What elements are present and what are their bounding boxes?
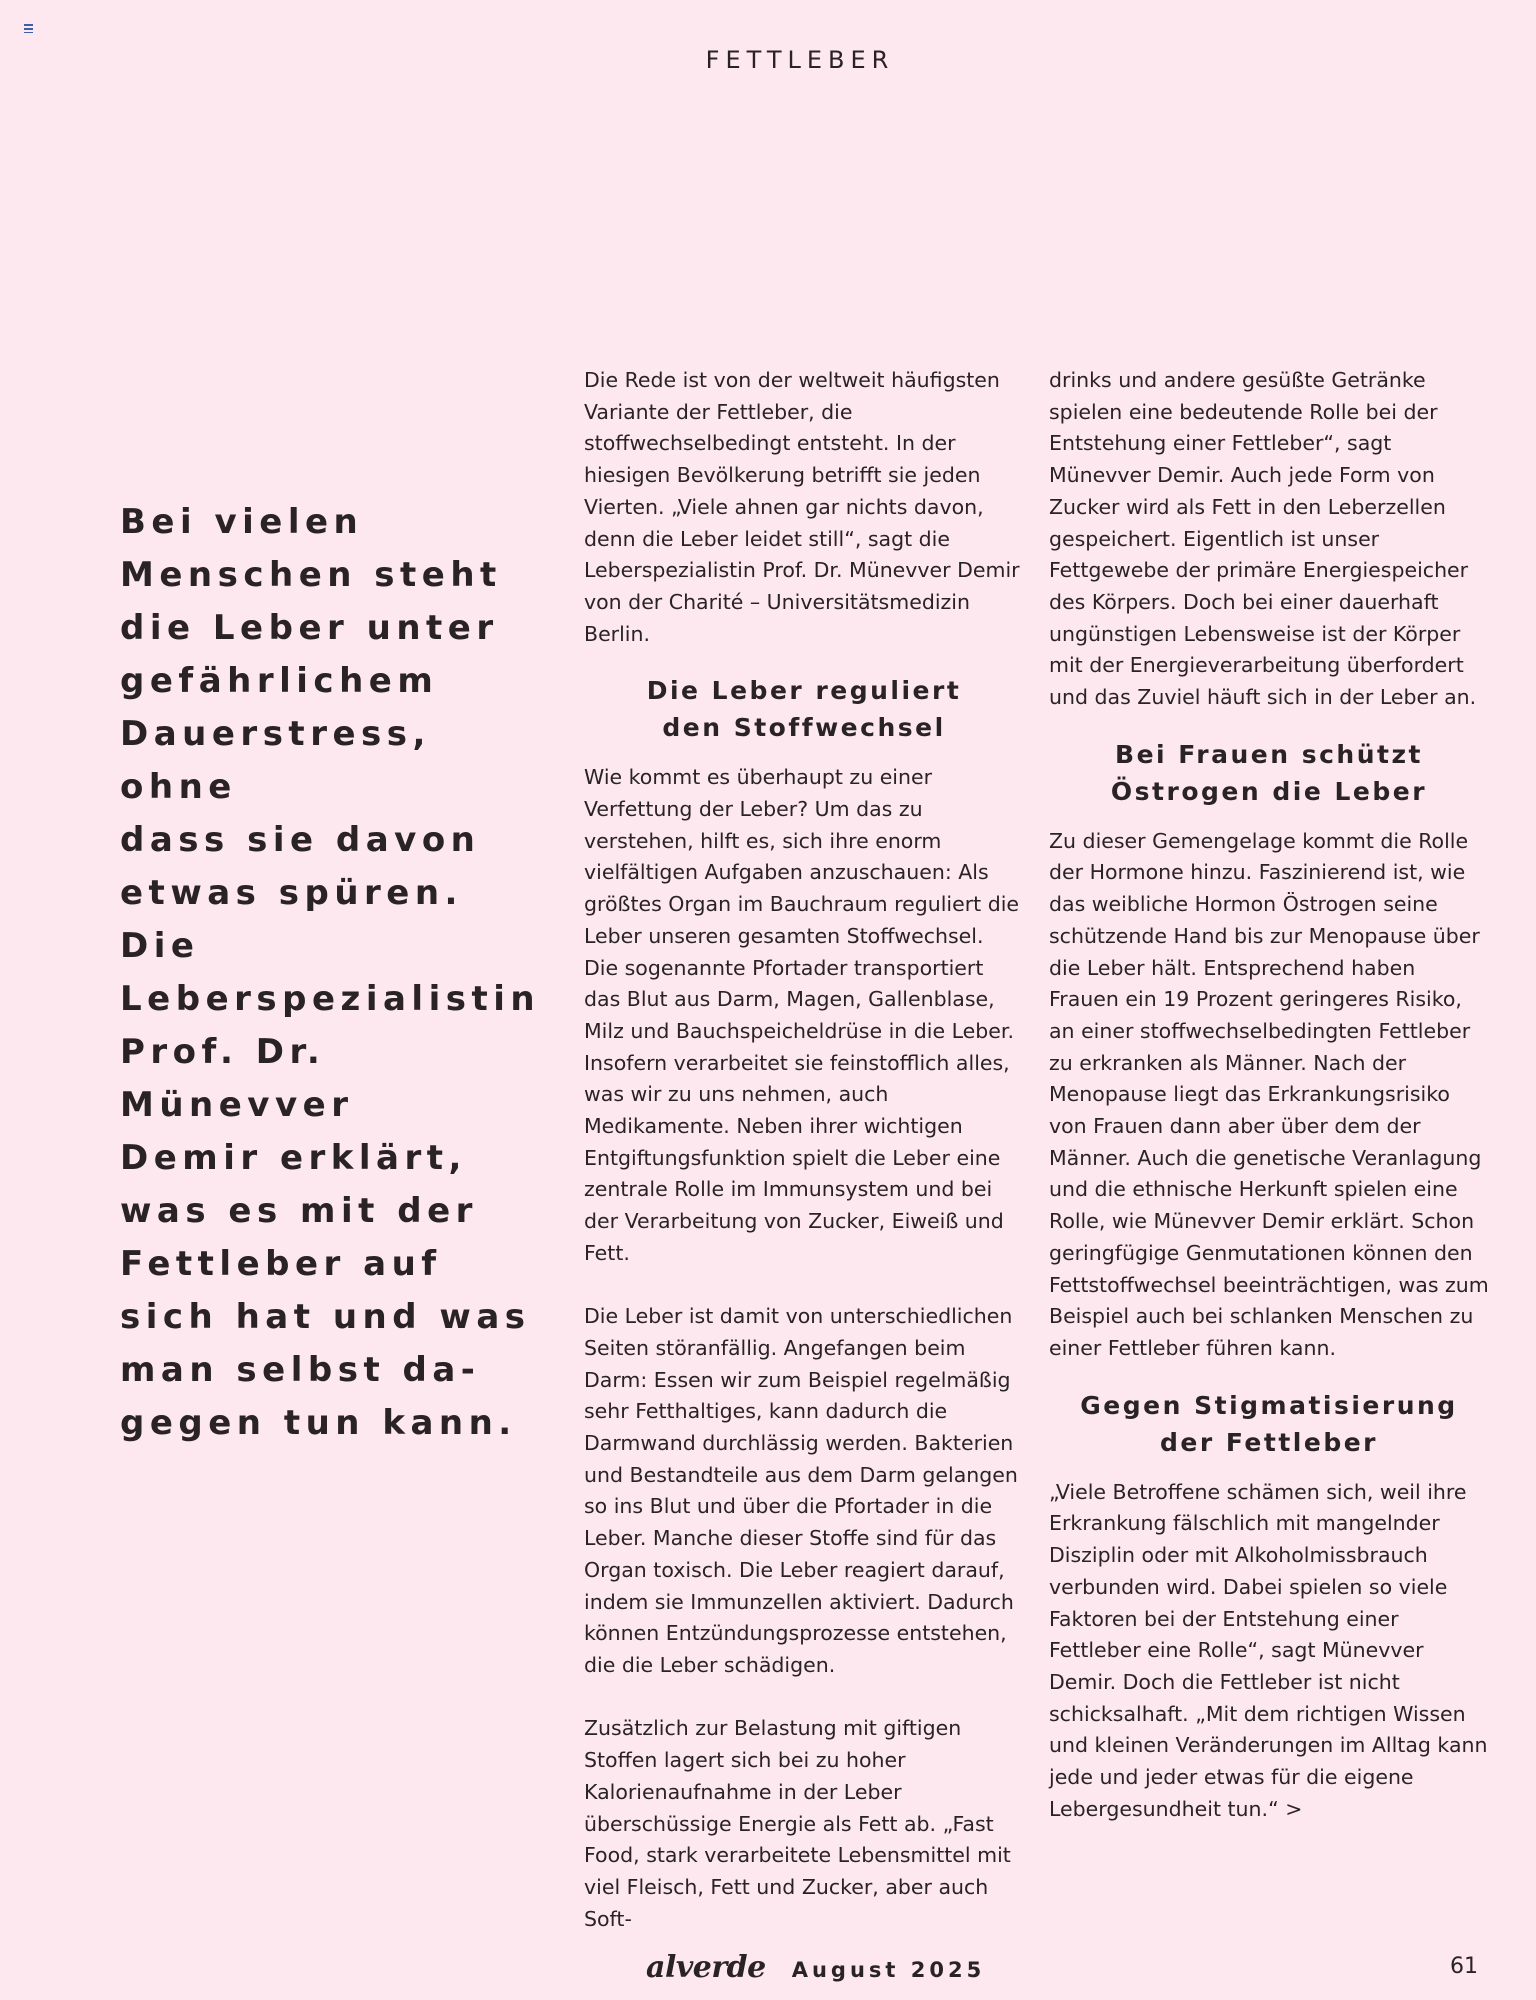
intro-line: sich hat und was — [120, 1297, 531, 1337]
paragraph: drinks und andere gesüßte Getränke spielen eine bedeutende Rolle bei der Entstehung einer Fettleber“, sagt Münevver Demir. Auch jede Form von Zucker wird als Fett in den Leberzellen gespeichert. Eigentlich ist unser Fettgewebe der primäre Energiespeicher des Körpers. Doch bei einer dauerhaft ungünstigen Lebensweise ist der Körper mit der Energieverarbeitung überfordert und das Zuviel häuft sich in der Leber an. — [1049, 368, 1477, 710]
issue-date: August 2025 — [791, 1958, 986, 1982]
subheading-line: der Fettleber — [1159, 1427, 1378, 1457]
article-column-2 — [1049, 365, 1489, 1825]
paragraph: Die Leber ist damit von unterschiedlichen Seiten störanfällig. Angefangen beim Darm: Essen wir zum Beispiel regelmäßig sehr Fetthaltiges, kann dadurch die Darmwand durchlässig werden. Bakterien und Bestandteile aus dem Darm gelangen so ins Blut und über die Pfortader in die Leber. Manche dieser Stoffe sind für das Organ toxisch. Die Leber reagiert darauf, indem sie Immunzellen aktiviert. Dadurch können Entzündungsprozesse entstehen, die die Leber schädigen. — [584, 1304, 1018, 1677]
subheading-estrogen — [1049, 736, 1489, 810]
paragraph: Zusätzlich zur Belastung mit giftigen Stoffen lagert sich bei zu hoher Kalorienaufnahme in der Leber überschüssige Energie als Fett ab. „Fast Food, stark verarbeitete Lebensmittel mit viel Fleisch, Fett und Zucker, aber auch Soft- — [584, 1716, 1011, 1931]
paragraph: „Viele Betroffene schämen sich, weil ihre Erkrankung fälschlich mit mangelnder Disziplin oder mit Alkoholmissbrauch verbunden wird. Dabei spielen so viele Faktoren bei der Entstehung einer Fettleber eine Rolle“, sagt Münevver Demir. Doch die Fettleber ist nicht schicksalhaft. „Mit dem richtigen Wissen und kleinen Veränderungen im Alltag kann jede und jeder etwas für die eigene Lebergesundheit tun.“ > — [1049, 1479, 1488, 1821]
intro-line: etwas spüren. Die — [120, 873, 463, 966]
intro-line: gegen tun kann. — [120, 1403, 517, 1443]
article-column-1 — [584, 365, 1024, 1935]
intro-line: dass sie davon — [120, 820, 481, 860]
intro-line: Leberspezialistin — [120, 979, 541, 1019]
corner-mark — [24, 24, 33, 33]
intro-line: Bei vielen — [120, 502, 364, 542]
intro-line: Prof. Dr. Münevver — [120, 1032, 354, 1125]
subheading-line: Bei Frauen schützt — [1115, 739, 1423, 769]
subheading-line: Östrogen die Leber — [1110, 776, 1428, 806]
intro-line: Dauerstress, ohne — [120, 714, 431, 807]
intro-line: was es mit der — [120, 1191, 478, 1231]
brand-logo: alverde — [646, 1950, 766, 1985]
subheading-line: Die Leber reguliert — [646, 676, 962, 706]
intro-line: man selbst da- — [120, 1350, 481, 1390]
page-number: 61 — [1450, 1954, 1478, 1979]
subheading-line: Gegen Stigmatisierung — [1080, 1390, 1458, 1420]
intro-pullquote — [120, 496, 540, 1450]
intro-line: Menschen steht — [120, 555, 502, 595]
paragraph: Zu dieser Gemengelage kommt die Rolle der Hormone hinzu. Faszinierend ist, wie das weibliche Hormon Östrogen seine schützende Hand bis zur Menopause über die Leber hält. Entsprechend haben Frauen ein 19 Prozent geringeres Risiko, an einer stoffwechselbedingten Fettleber zu erkranken als Männer. Nach der Menopause liegt das Erkrankungsrisiko von Frauen dann aber über dem der Männer. Auch die genetische Veranlagung und die ethnische Herkunft spielen eine Rolle, wie Münevver Demir erklärt. Schon geringfügige Genmutationen können den Fettstoffwechsel beeinträchtigen, was zum Beispiel auch bei schlanken Menschen zu einer Fettleber führen kann. — [1049, 828, 1489, 1360]
intro-line: die Leber unter — [120, 608, 499, 648]
subheading-line: den Stoffwechsel — [662, 713, 946, 743]
page-footer — [646, 1950, 985, 1985]
subheading-liver-regulates — [584, 672, 1024, 746]
section-header: FETTLEBER — [705, 46, 895, 74]
intro-line: Fettleber auf — [120, 1244, 442, 1284]
intro-line: gefährlichem — [120, 661, 439, 701]
paragraph: Die Rede ist von der weltweit häufigsten Variante der Fettleber, die stoffwechselbedingt entsteht. In der hiesigen Bevölkerung betrifft sie jeden Vierten. „Viele ahnen gar nichts davon, denn die Leber leidet still“, sagt die Leberspezialistin Prof. Dr. Münevver Demir von der Charité – Universitätsmedizin Berlin. — [584, 368, 1020, 646]
subheading-stigma — [1049, 1387, 1489, 1461]
paragraph: Wie kommt es überhaupt zu einer Verfettung der Leber? Um das zu verstehen, hilft es, sich ihre enorm vielfältigen Aufgaben anzuschauen: Als größtes Organ im Bauchraum reguliert die Leber unseren gesamten Stoffwechsel. Die sogenannte Pfortader transportiert das Blut aus Darm, Magen, Gallenblase, Milz und Bauchspeicheldrüse in die Leber. Insofern verarbeitet sie feinstofflich alles, was wir zu uns nehmen, auch Medikamente. Neben ihrer wichtigen Entgiftungsfunktion spielt die Leber eine zentrale Rolle im Immunsystem und bei der Verarbeitung von Zucker, Eiweiß und Fett. — [584, 765, 1020, 1265]
intro-line: Demir erklärt, — [120, 1138, 467, 1178]
